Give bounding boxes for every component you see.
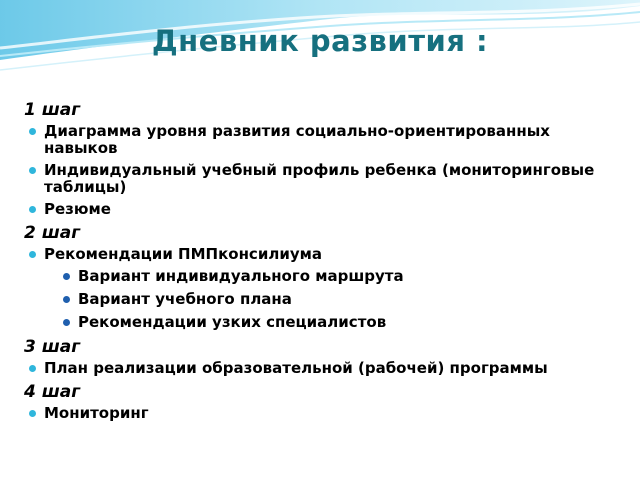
list-item (24, 246, 624, 331)
step-1-list (24, 123, 624, 218)
sub-list-item: Рекомендации узких специалистов (56, 314, 624, 331)
sub-list-item: Вариант учебного плана (56, 291, 624, 308)
slide-content (24, 100, 624, 427)
step-4-list (24, 405, 624, 422)
list-item: Индивидуальный учебный профиль ребенка (мониторинговые таблицы) (24, 162, 624, 196)
step-heading-4: 4 шаг (24, 382, 81, 402)
step-3-list (24, 360, 624, 377)
slide-title: Дневник развития : (151, 24, 489, 58)
list-item: Резюме (24, 201, 624, 218)
step-2-sublist (44, 268, 624, 331)
step-heading-3: 3 шаг (24, 337, 81, 357)
list-item: Мониторинг (24, 405, 624, 422)
list-item: План реализации образовательной (рабочей) программы (24, 360, 624, 377)
sub-list-item: Вариант индивидуального маршрута (56, 268, 624, 285)
step-heading-2: 2 шаг (24, 223, 81, 243)
list-item-label: Рекомендации ПМПконсилиума (44, 245, 322, 263)
step-2-list (24, 246, 624, 331)
step-heading-1: 1 шаг (24, 100, 81, 120)
list-item: Диаграмма уровня развития социально-ориентированных навыков (24, 123, 624, 157)
